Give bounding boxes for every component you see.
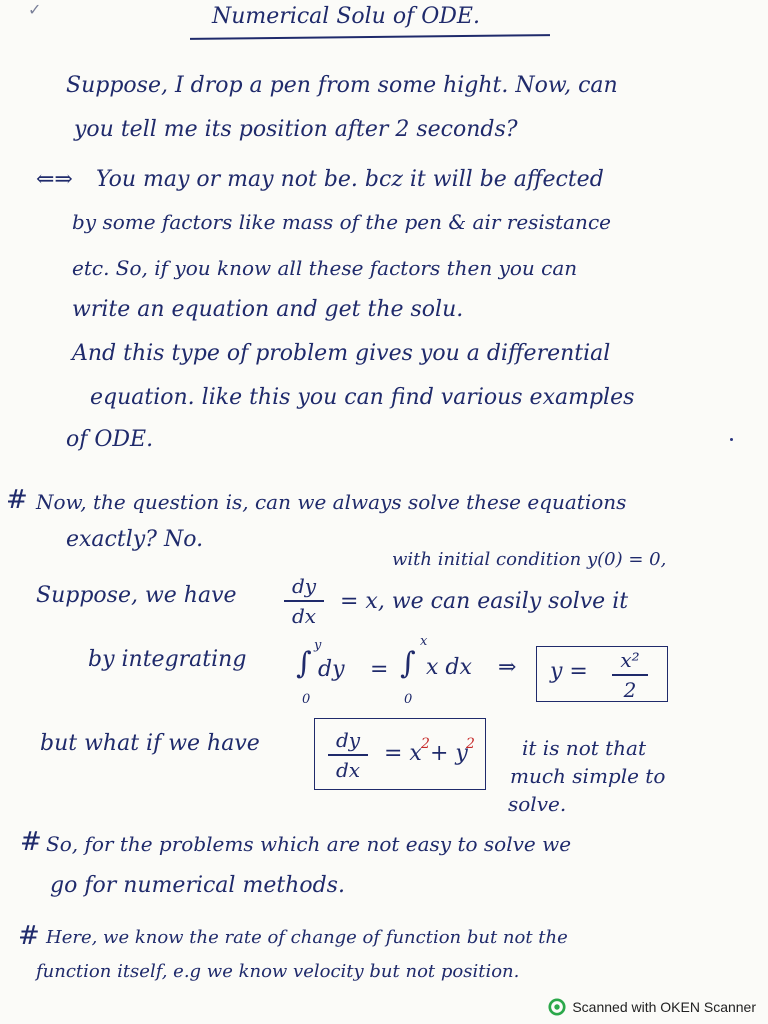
int2-body: x dx (426, 655, 472, 680)
para4-line2: go for numerical methods. (50, 873, 345, 898)
not-simple-2: much simple to (510, 764, 666, 788)
by-integrating: by integrating (88, 647, 247, 672)
para5-line1: Here, we know the rate of change of function but not the (46, 927, 568, 948)
para2-line1: You may or may not be. bcz it will be affected (96, 167, 604, 192)
result-fraction (612, 648, 648, 702)
not-simple-3: solve. (508, 792, 567, 816)
frac-bar (284, 600, 324, 602)
hash-mark-3: # (18, 921, 40, 951)
integral-sign-2: ∫ (400, 646, 416, 681)
para3-line2: exactly? No. (66, 527, 204, 552)
page-title: Numerical Solu of ODE. (212, 4, 480, 29)
stray-dot (730, 438, 733, 441)
frac-denominator: dx (291, 603, 317, 628)
para2-line2: by some factors like mass of the pen & air resistance (72, 210, 611, 234)
eq2-square-1: 2 (421, 736, 430, 752)
int1-lower-limit: 0 (302, 692, 311, 707)
implies-arrow: ⇐⇒ (36, 167, 73, 192)
eq2-plus-y: + y (430, 741, 468, 766)
int1-body: dy (318, 657, 345, 682)
para1-line2: you tell me its position after 2 seconds? (74, 117, 518, 142)
eq2-frac-bar (328, 754, 368, 756)
int2-lower-limit: 0 (404, 692, 413, 707)
result-denominator: 2 (623, 677, 637, 702)
para3-line1: Now, the question is, can we always solve these equations (36, 490, 627, 514)
suppose-prefix: Suppose, we have (36, 583, 237, 608)
equals-sign: = (370, 657, 389, 682)
scanner-watermark (548, 998, 756, 1016)
para4-line1: So, for the problems which are not easy to solve we (46, 832, 572, 856)
int2-upper-limit: x (420, 634, 428, 649)
result-frac-bar (612, 674, 648, 676)
integral-sign-1: ∫ (296, 646, 312, 681)
para2-line3: etc. So, if you know all these factors then you can (72, 256, 578, 280)
but-what-if: but what if we have (40, 731, 260, 756)
hash-mark-2: # (20, 827, 42, 857)
title-underline (190, 34, 550, 39)
para5-line2: function itself, e.g we know velocity but not position. (36, 961, 520, 982)
scanner-text: Scanned with OKEN Scanner (572, 999, 756, 1015)
eq-rhs: = x, we can easily solve it (340, 589, 629, 614)
not-simple-1: it is not that (522, 736, 647, 760)
eq2-rhs-x: = x (384, 741, 422, 766)
para2-line6: equation. like this you can find various examples (90, 385, 635, 410)
para2-line5: And this type of problem gives you a differential (72, 341, 611, 366)
dy-dx-fraction (284, 574, 324, 628)
result-numerator: x² (620, 648, 640, 672)
para2-line4: write an equation and get the solu. (72, 297, 464, 322)
corner-mark: ✓ (28, 0, 42, 19)
eq2-denominator: dx (335, 757, 361, 782)
eq2-numerator: dy (335, 728, 361, 752)
hash-mark: # (6, 485, 28, 515)
frac-numerator: dy (291, 574, 317, 598)
para1-line1: Suppose, I drop a pen from some hight. Now, can (66, 73, 618, 98)
result-lhs: y = (550, 659, 588, 684)
initial-condition: with initial condition y(0) = 0, (392, 549, 667, 570)
int1-upper-limit: y (314, 638, 322, 653)
eq2-square-2: 2 (466, 736, 475, 752)
para2-line7: of ODE. (66, 427, 154, 452)
implies-sign: ⇒ (498, 655, 517, 680)
oken-scanner-logo-icon (548, 998, 566, 1016)
eq2-fraction (328, 728, 368, 782)
